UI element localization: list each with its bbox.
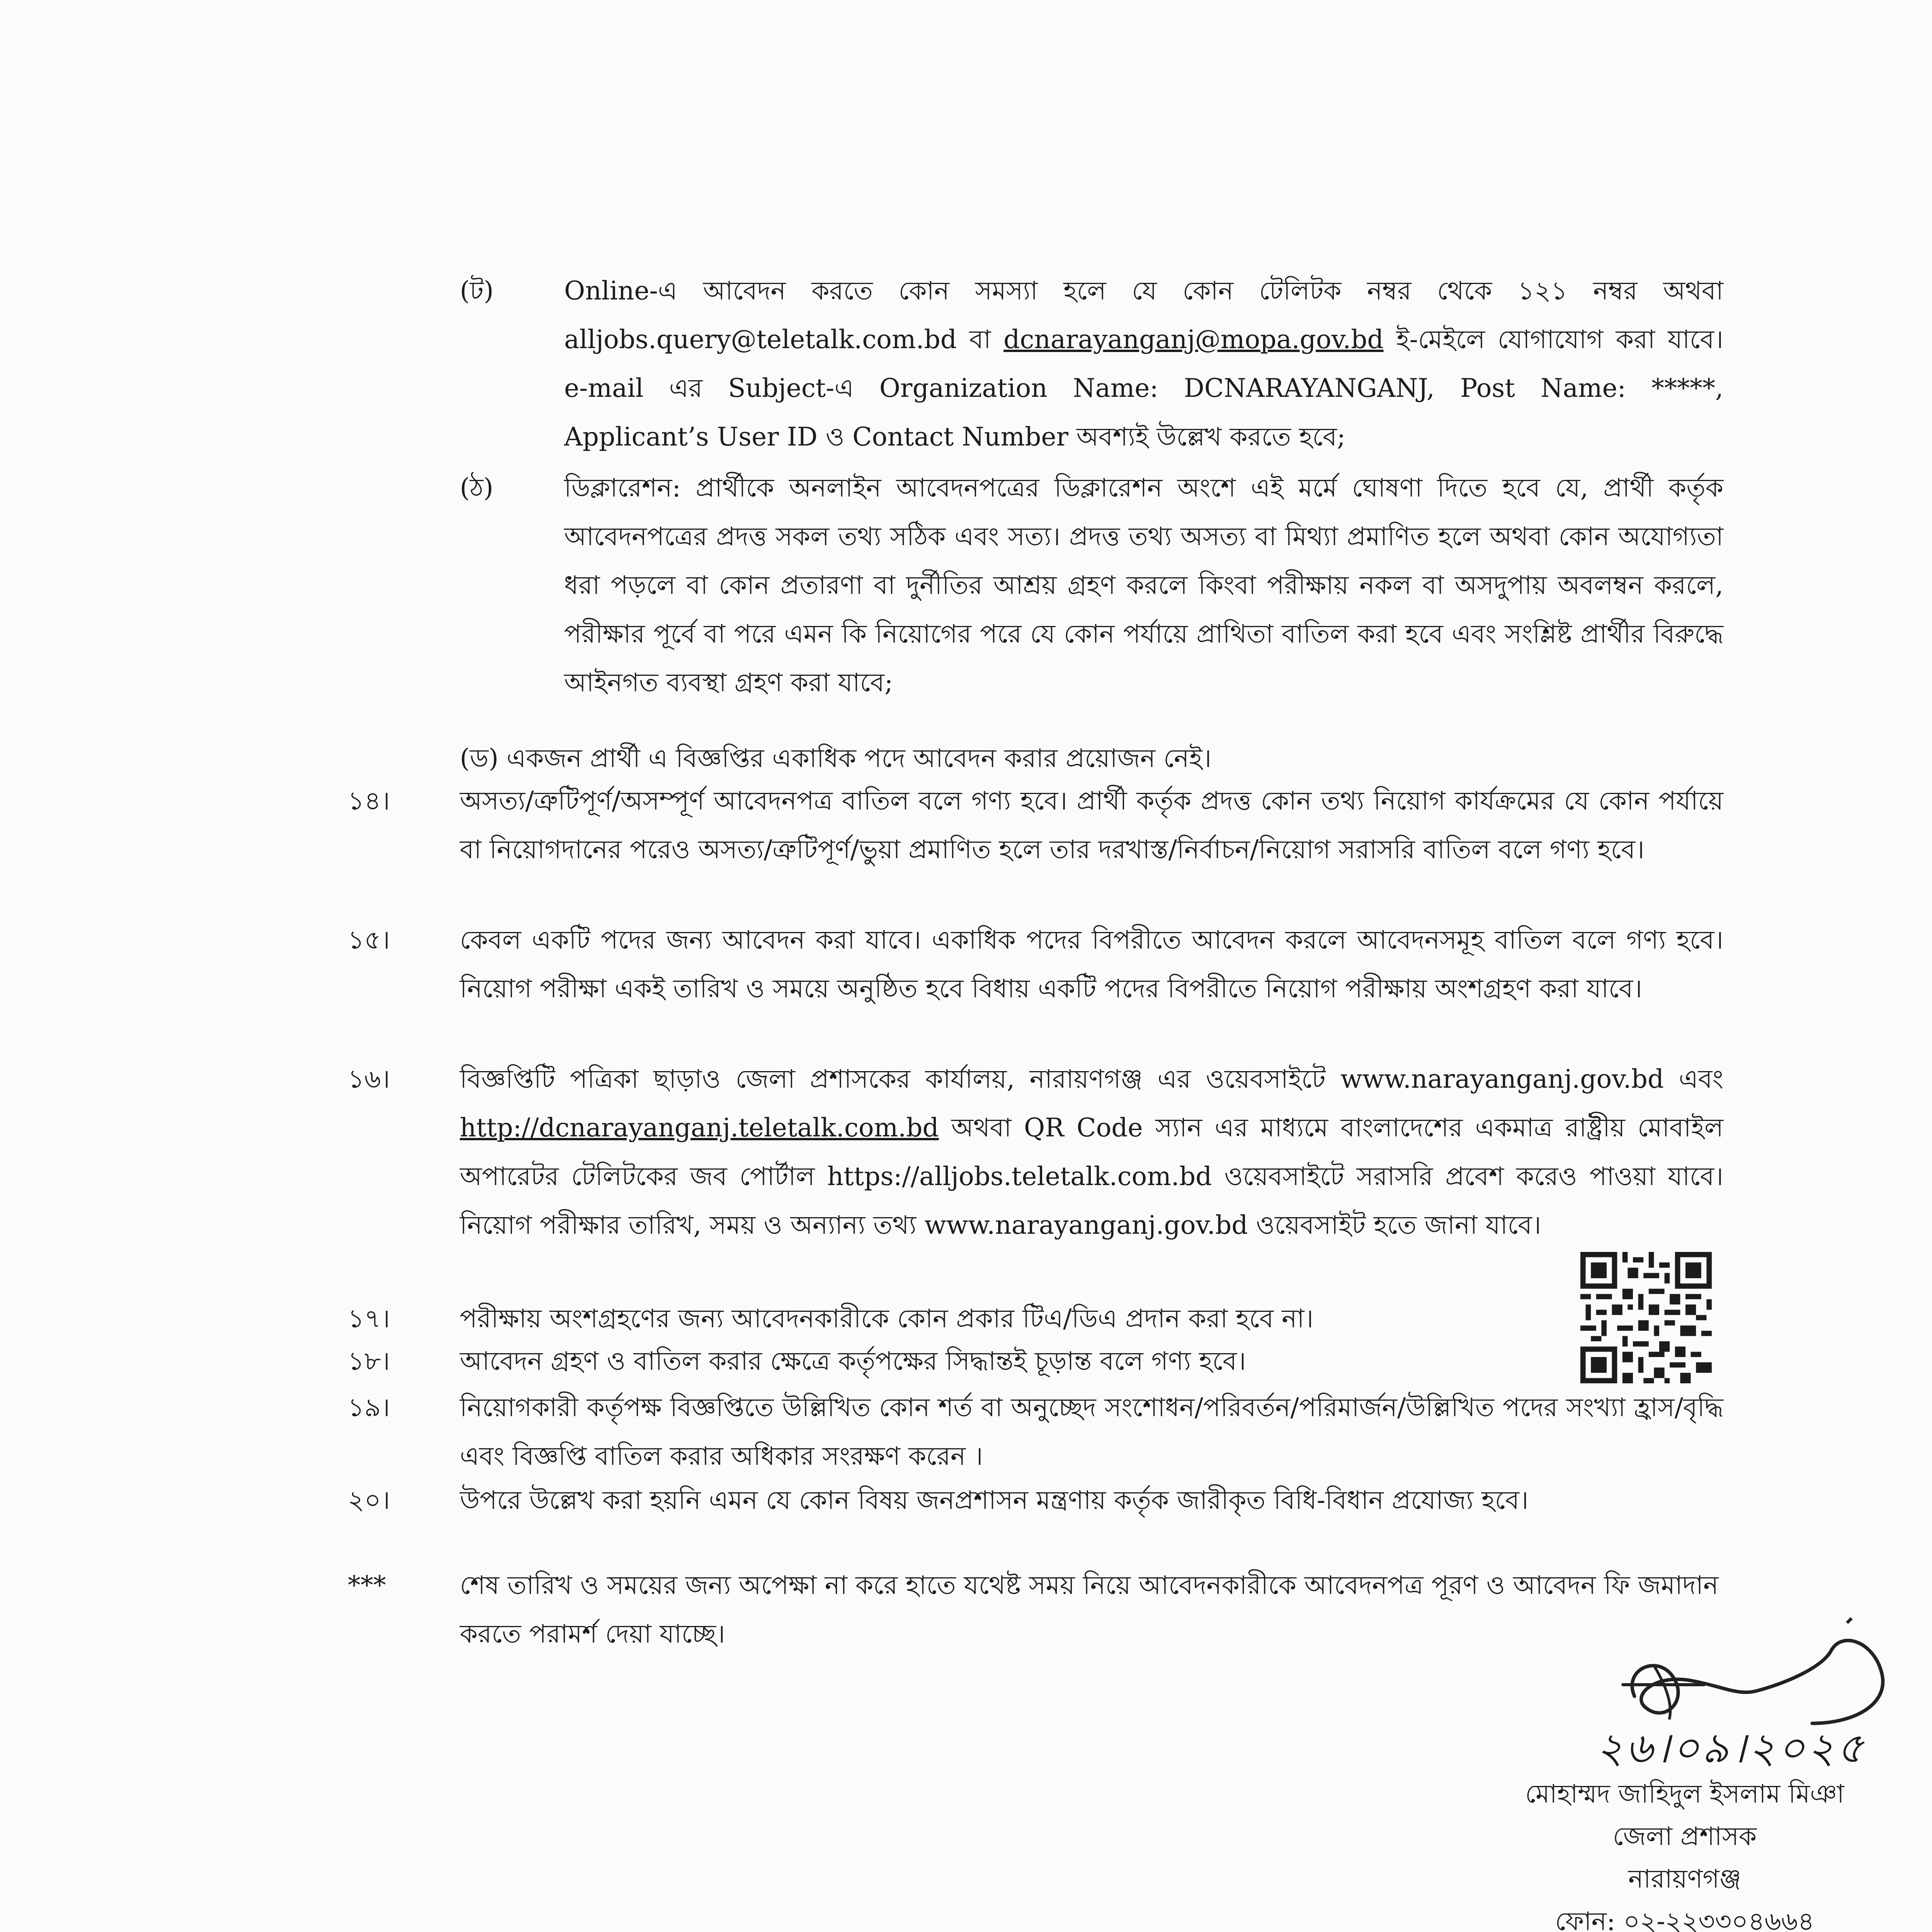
clause-20 — [348, 1476, 1723, 1525]
clause-16 — [348, 1055, 1723, 1250]
clause-text: পরীক্ষায় অংশগ্রহণের জন্য আবেদনকারীকে কোন প্রকার টিএ/ডিএ প্রদান করা হবে না। — [460, 1304, 1314, 1333]
clause-19 — [348, 1383, 1723, 1481]
clause-17 — [348, 1294, 1565, 1343]
clause-number: ১৫। — [348, 925, 390, 955]
officer-district: নারায়ণগঞ্জ — [1628, 1864, 1742, 1894]
officer-phone: ফোন: ০২-২২৩৩০৪৬৬৪ — [1555, 1906, 1815, 1932]
clause-number: ১৯। — [348, 1393, 390, 1422]
footnote-text: শেষ তারিখ ও সময়ের জন্য অপেক্ষা না করে হাতে যথেষ্ট সময় নিয়ে আবেদনকারীকে আবেদনপত্র পূরণ ও আবেদন ফি জমাদান করতে পরামর্শ দেয়া যাচ্ছে। — [460, 1570, 1719, 1649]
handwritten-date: ২৬।০৯।২০২৫ — [1596, 1724, 1866, 1772]
footnote-stars: *** — [348, 1570, 386, 1600]
clause-number: ২০। — [348, 1485, 390, 1515]
clause-15 — [348, 916, 1723, 1013]
clause-number: ১৭। — [348, 1304, 390, 1333]
clause-text: ডিক্লারেশন: প্রার্থীকে অনলাইন আবেদনপত্রের ডিক্লারেশন অংশে এই মর্মে ঘোষণা দিতে হবে যে, প্রার্থী কর্তৃক আবেদনপত্রের প্রদত্ত সকল তথ্য সঠিক এবং সত্য। প্রদত্ত তথ্য অসত্য বা মিথ্যা প্রমাণিত হলে অথবা কোন অযোগ্যতা ধরা পড়লে বা কোন প্রতারণা বা দুর্নীতির আশ্রয় গ্রহণ করলে কিংবা পরীক্ষায় নকল বা অসদুপায় অবলম্বন করলে, পরীক্ষার পূর্বে বা পরে এমন কি নিয়োগের পরে যে কোন পর্যায়ে প্রাথিতা বাতিল করা হবে এবং সংশ্লিষ্ট প্রার্থীর বিরুদ্ধে আইনগত ব্যবস্থা গ্রহণ করা যাবে; — [564, 473, 1723, 697]
clause-text: অসত্য/ত্রুটিপূর্ণ/অসম্পূর্ণ আবেদনপত্র বাতিল বলে গণ্য হবে। প্রার্থী কর্তৃক প্রদত্ত কোন তথ্য নিয়োগ কার্যক্রমের যে কোন পর্যায়ে বা নিয়োগদানের পরেও অসত্য/ত্রুটিপূর্ণ/ভুয়া প্রমাণিত হলে তার দরখাস্ত/নির্বাচন/নিয়োগ সরাসরি বাতিল বলে গণ্য হবে। — [460, 786, 1723, 864]
clause-text: Online-এ আবেদন করতে কোন সমস্যা হলে যে কোন টেলিটক নম্বর থেকে ১২১ নম্বর অথবা alljobs.query@teletalk.com.bd বা dcnarayanganj@mopa.gov.bd ই-মেইলে যোগাযোগ করা যাবে। e-mail এর Subject-এ Organization Name: DCNARAYANGANJ, Post Name: *****, Applicant’s User ID ও Contact Number অবশ্যই উল্লেখ করতে হবে; — [564, 276, 1724, 452]
website-link[interactable]: http://dcnarayanganj.teletalk.com.bd — [460, 1113, 939, 1143]
clause-tha — [460, 464, 1723, 707]
officer-name: মোহাম্মদ জাহিদুল ইসলাম মিঞা — [1525, 1779, 1844, 1809]
clause-number: (ট) — [460, 276, 494, 306]
clause-number: ১৪। — [348, 786, 390, 816]
clause-text: কেবল একটি পদের জন্য আবেদন করা যাবে। একাধিক পদের বিপরীতে আবেদন করলে আবেদনসমূহ বাতিল বলে গণ্য হবে। নিয়োগ পরীক্ষা একই তারিখ ও সময়ে অনুষ্ঠিত হবে বিধায় একটি পদের বিপরীতে নিয়োগ পরীক্ষায় অংশগ্রহণ করা যাবে। — [460, 925, 1723, 1003]
email-link[interactable]: dcnarayanganj@mopa.gov.bd — [1003, 325, 1384, 354]
clause-14 — [348, 777, 1723, 874]
clause-text: আবেদন গ্রহণ ও বাতিল করার ক্ষেত্রে কর্তৃপক্ষের সিদ্ধান্তই চূড়ান্ত বলে গণ্য হবে। — [460, 1346, 1246, 1376]
clause-number: (ঠ) — [460, 473, 493, 503]
qr-code-icon — [1580, 1252, 1712, 1383]
clause-number: ১৬। — [348, 1064, 390, 1094]
clause-text: নিয়োগকারী কর্তৃপক্ষ বিজ্ঞপ্তিতে উল্লিখিত কোন শর্ত বা অনুচ্ছেদ সংশোধন/পরিবর্তন/পরিমার্জন/উল্লিখিত পদের সংখ্যা হ্রাস/বৃদ্ধি এবং বিজ্ঞপ্তি বাতিল করার অধিকার সংরক্ষণ করেন । — [460, 1393, 1723, 1471]
clause-18 — [348, 1337, 1565, 1386]
footnote — [348, 1561, 1723, 1658]
clause-da: (ড) একজন প্রার্থী এ বিজ্ঞপ্তির একাধিক পদে আবেদন করার প্রয়োজন নেই। — [460, 743, 1212, 773]
officer-designation: জেলা প্রশাসক — [1612, 1821, 1757, 1851]
clause-ta — [460, 267, 1723, 461]
clause-number: ১৮। — [348, 1346, 390, 1376]
clause-text: উপরে উল্লেখ করা হয়নি এমন যে কোন বিষয় জনপ্রশাসন মন্ত্রণায় কর্তৃক জারীকৃত বিধি-বিধান প্রযোজ্য হবে। — [460, 1485, 1529, 1515]
clause-text: বিজ্ঞপ্তিটি পত্রিকা ছাড়াও জেলা প্রশাসকের কার্যালয়, নারায়ণগঞ্জ এর ওয়েবসাইটে www.narayanganj.gov.bd এবং http://dcnarayanganj.teletalk.com.bd অথবা QR Code স্যান এর মাধ্যমে বাংলাদেশের একমাত্র রাষ্ট্রীয় মোবাইল অপারেটর টেলিটকের জব পোর্টাল https://alljobs.teletalk.com.bd ওয়েবসাইটে সরাসরি প্রবেশ করেও পাওয়া যাবে। নিয়োগ পরীক্ষার তারিখ, সময় ও অন্যান্য তথ্য www.narayanganj.gov.bd ওয়েবসাইট হতে জানা যাবে। — [460, 1064, 1723, 1240]
